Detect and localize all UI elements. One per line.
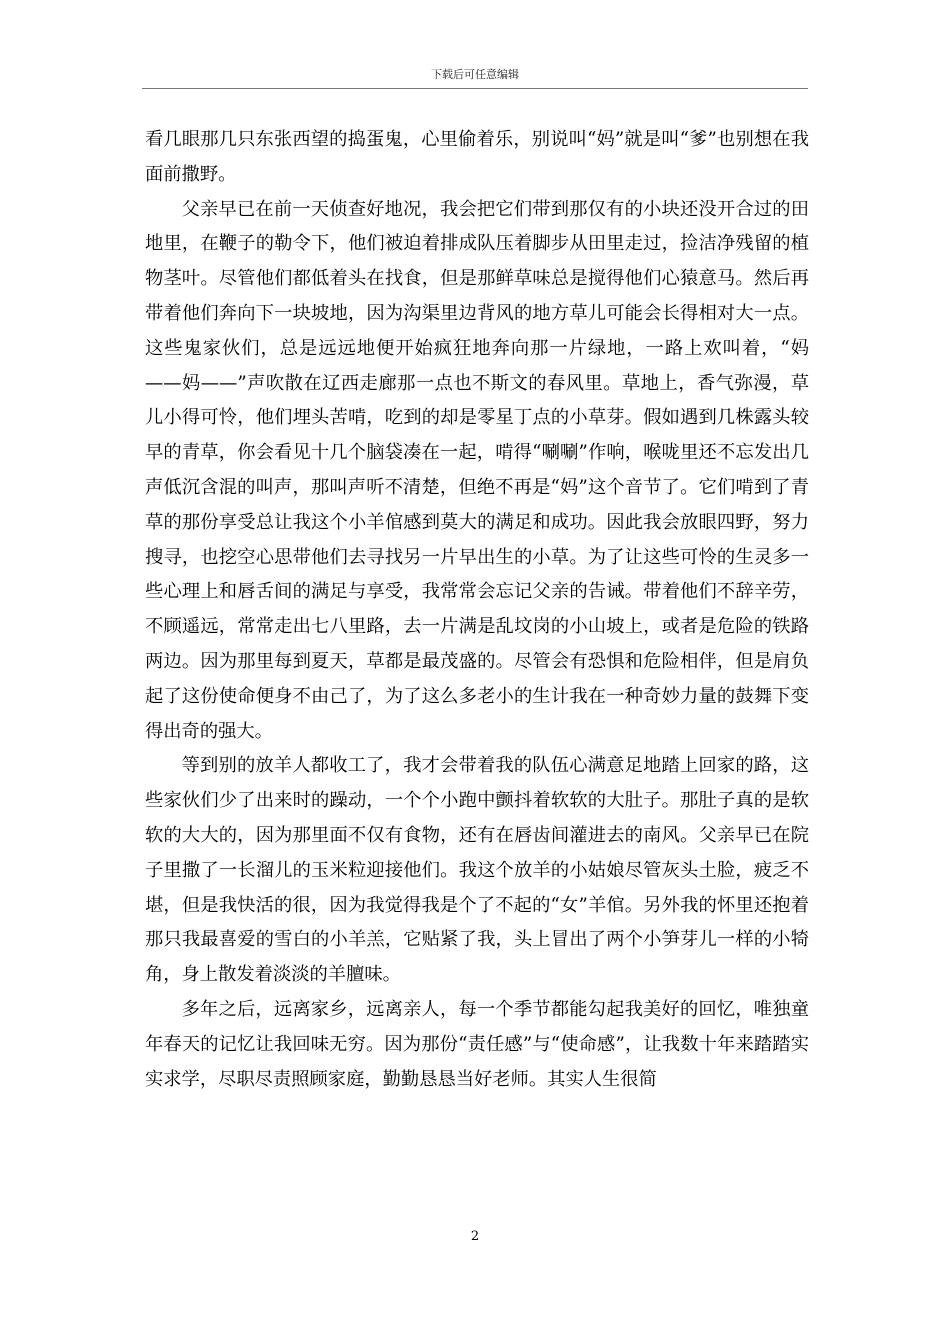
paragraph-grazing: 父亲早已在前一天侦查好地况，我会把它们带到那仅有的小块还没开合过的田地里，在鞭子的勒令下，他们被迫着排成队压着脚步从田里走过，捡洁净残留的植物茎叶。尽管他们都低着头在找食，但是那鲜草味总是搅得他们心猿意马。然后再带着他们奔向下一块坡地，因为沟渠里边背风的地方草儿可能会长得相对大一点。这些鬼家伙们，总是远远地便开始疯狂地奔向那一片绿地，一路上欢叫着，“妈——妈——”声吹散在辽西走廊那一点也不斯文的春风里。草地上，香气弥漫，草儿小得可怜，他们埋头苦啃，吃到的却是零星丁点的小草芽。假如遇到几株露头较早的青草，你会看见十几个脑袋凑在一起，啃得“唰唰”作响，喉咙里还不忘发出几声低沉含混的叫声，那叫声听不清楚，但绝不再是“妈”这个音节了。它们啃到了青草的那份享受总让我这个小羊倌感到莫大的满足和成功。因此我会放眼四野，努力搜寻，也挖空心思带他们去寻找另一片早出生的小草。为了让这些可怜的生灵多一些心理上和唇舌间的满足与享受，我常常会忘记父亲的告诫。带着他们不辞辛劳，不顾遥远，常常走出七八里路，去一片满是乱坟岗的小山坡上，或者是危险的铁路两边。因为那里每到夏天，草都是最茂盛的。尽管会有恐惧和危险相伴，但是肩负起了这份使命便身不由己了，为了这么多老小的生计我在一种奇妙力量的鼓舞下变得出奇的强大。 [145,198,809,742]
header-divider [142,88,808,89]
paragraph-return-home: 等到别的放羊人都收工了，我才会带着我的队伍心满意足地踏上回家的路，这些家伙们少了出来时的躁动，一个个小跑中颤抖着软软的大肚子。那肚子真的是软软的大大的，因为那里面不仅有食物，还有在唇齿间灌进去的南风。父亲早已在院子里撒了一长溜儿的玉米粒迎接他们。我这个放羊的小姑娘尽管灰头土脸，疲乏不堪，但是我快活的很，因为我觉得我是个了不起的“女”羊倌。另外我的怀里还抱着那只我最喜爱的雪白的小羊羔，它贴紧了我，头上冒出了两个小笋芽儿一样的小犄角，身上散发着淡淡的羊膻味。 [145,755,809,986]
page-header: 下载后可任意编辑 [431,68,519,81]
paragraph-reflection: 多年之后，远离家乡，远离亲人，每一个季节都能勾起我美好的回忆，唯独童年春天的记忆让我回味无穷。因为那份“责任感”与“使命感”，让我数十年来踏踏实实求学，尽职尽责照顾家庭，勤勤恳恳当好老师。其实人生很简 [145,998,809,1090]
document-body [145,123,809,1097]
paragraph-continuation: 看几眼那几只东张西望的捣蛋鬼，心里偷着乐，别说叫“妈”就是叫“爹”也别想在我面前撒野。 [145,129,809,185]
page-number: 2 [470,1229,480,1244]
